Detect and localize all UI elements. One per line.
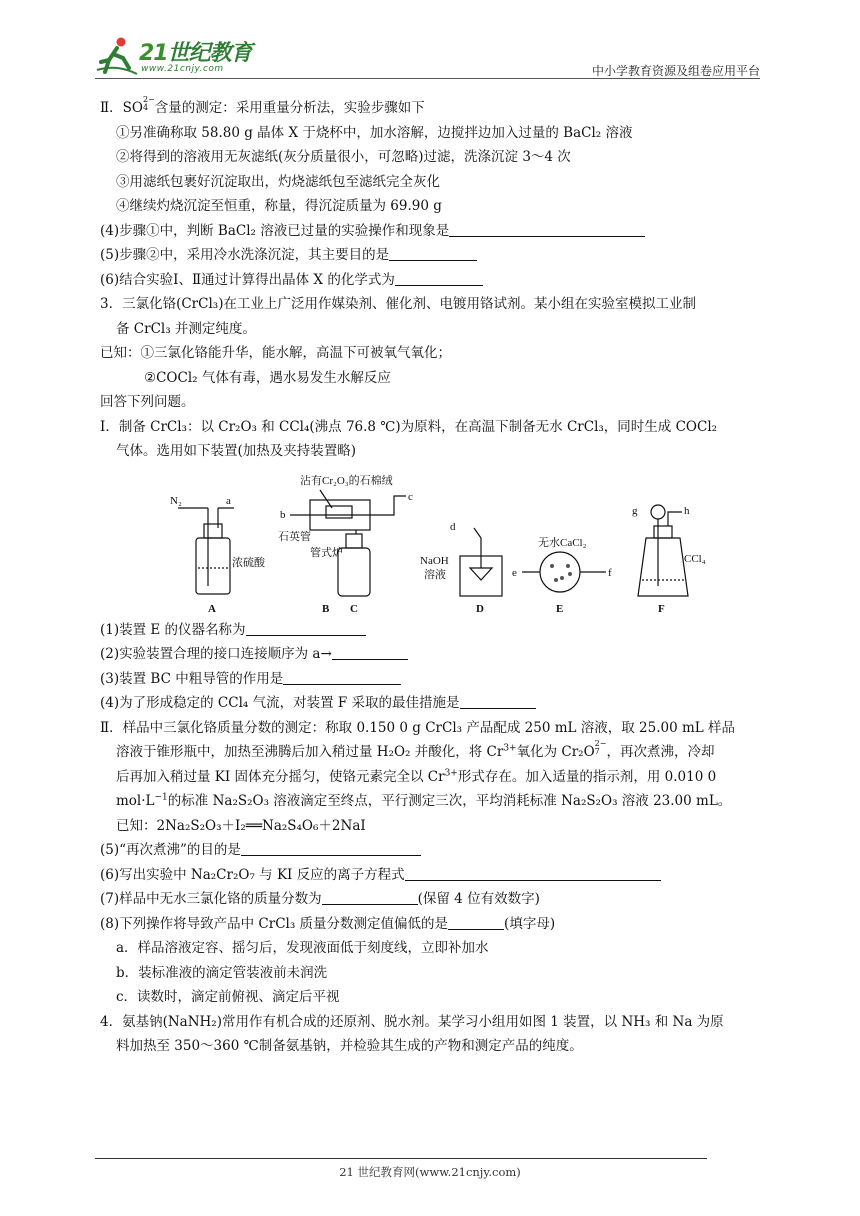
label-B: B <box>322 602 330 615</box>
known-2: ②COCl₂ 气体有毒，遇水易发生水解反应 <box>144 369 391 386</box>
label-n2: N₂ <box>170 494 182 507</box>
label-e: e <box>512 566 517 579</box>
question-2: (2)实验装置合理的接口连接顺序为 a→ <box>100 642 770 667</box>
problem-4-intro: 4．氨基钠(NaNH₂)常用作有机合成的还原剂、脱水剂。某学习小组用如图 1 装置，以 NH₃ 和 Na 为原 <box>100 1013 724 1030</box>
label-a: a <box>226 494 231 507</box>
step-3: ③用滤纸包裹好沉淀取出，灼烧滤纸包至滤纸完全灰化 <box>116 173 440 190</box>
part-2-p3: 后再加入稍过量 KI 固体充分摇匀，使铬元素完全以 $Cr^{3+}$形式存在。加入适量的指示剂，用 0.010 0 <box>116 768 717 785</box>
answer-blank[interactable] <box>246 621 366 636</box>
known-1: 已知：①三氯化铬能升华，能水解，高温下可被氧气氧化； <box>100 345 451 361</box>
label-asbestos: 沾有Cr₂O₃的石棉绒 <box>300 474 393 487</box>
page-footer[interactable]: 21 世纪教育网(www.21cnjy.com) <box>339 1165 521 1179</box>
question-5: (5)步骤②中，采用冷水洗涤沉淀，其主要目的是 <box>100 243 770 268</box>
label-quartz: 石英管 <box>278 530 311 543</box>
answer-blank[interactable] <box>395 271 483 286</box>
step-1: ①另准确称取 58.80 g 晶体 X 于烧杯中，加水溶解，边搅拌边加入过量的 BaCl₂ 溶液 <box>116 124 633 141</box>
document-body <box>100 96 770 1059</box>
answer-blank[interactable] <box>460 694 536 709</box>
question-7: (7)样品中无水三氯化铬的质量分数为 (保留 4 位有效数字) <box>100 891 540 907</box>
header-platform-name: 中小学教育资源及组卷应用平台 <box>591 64 760 78</box>
part-2-p5: 已知：2Na₂S₂O₃＋I₂══Na₂S₄O₆＋2NaI <box>116 817 366 834</box>
question-6: (6)结合实验Ⅰ、Ⅱ通过计算得出晶体 X 的化学式为 <box>100 268 770 293</box>
flask-f <box>638 538 688 596</box>
page-header <box>95 30 760 80</box>
question-5b: (5)“再次煮沸”的目的是 <box>100 838 770 863</box>
question-3: (3)装置 BC 中粗导管的作用是 <box>100 667 770 692</box>
label-naoh: NaOH <box>420 554 449 567</box>
answer-blank[interactable] <box>449 222 645 237</box>
header-divider <box>95 78 760 79</box>
label-furnace: 管式炉 <box>310 546 343 559</box>
answer-blank[interactable] <box>389 246 477 261</box>
label-acid: 浓硫酸 <box>232 556 265 569</box>
answer-prompt: 回答下列问题。 <box>100 394 195 410</box>
label-g: g <box>632 504 638 517</box>
question-8: (8)下列操作将导致产品中 CrCl₃ 质量分数测定值偏低的是 (填字母) <box>100 915 556 932</box>
label-b: b <box>280 508 286 521</box>
part-1-title-cont: 气体。选用如下装置(加热及夹持装置略) <box>116 443 357 459</box>
part-2-p2: 溶液于锥形瓶中，加热至沸腾后加入稍过量 H₂O₂ 并酸化，将 $Cr^{3+}$氧化为 Cr₂O2− 7 ，再次煮沸，冷却 <box>116 739 715 760</box>
logo-url: www.21cnjy.com <box>141 64 224 74</box>
runner-icon <box>95 34 139 78</box>
answer-blank[interactable] <box>322 890 418 905</box>
problem-3-intro-cont: 备 CrCl₃ 并测定纯度。 <box>116 320 256 337</box>
part-1-title: Ⅰ．制备 CrCl₃：以 Cr₂O₃ 和 CCl₄(沸点 76.8 ℃)为原料，在高温下制备无水 CrCl₃，同时生成 COCl₂ <box>100 418 718 435</box>
footer-divider <box>95 1158 707 1159</box>
answer-blank[interactable] <box>448 915 504 930</box>
site-logo[interactable] <box>95 34 265 78</box>
label-C: C <box>350 602 358 615</box>
step-4: ④继续灼烧沉淀至恒重，称量，得沉淀质量为 69.90 g <box>116 198 442 214</box>
section-title-so4: Ⅱ．SO2− 4 含量的测定：采用重量分析法，实验步骤如下 <box>100 95 425 116</box>
answer-blank[interactable] <box>283 670 401 685</box>
option-b: b．装标准液的滴定管装液前未润洗 <box>116 964 328 981</box>
answer-blank[interactable] <box>405 866 661 881</box>
label-F: F <box>658 602 665 615</box>
label-naoh-sol: 溶液 <box>424 568 446 581</box>
label-h: h <box>684 504 690 517</box>
apparatus-diagram <box>160 468 720 616</box>
label-E: E <box>556 602 564 615</box>
problem-4-intro-cont: 料加热至 350～360 ℃制备氨基钠，并检验其生成的产物和测定产品的纯度。 <box>116 1038 583 1054</box>
bottle-a-stopper <box>204 524 222 538</box>
question-6b: (6)写出实验中 Na₂Cr₂O₇ 与 KI 反应的离子方程式 <box>100 863 770 888</box>
label-ccl4: CCl₄ <box>684 552 706 565</box>
question-1: (1)装置 E 的仪器名称为 <box>100 618 770 643</box>
answer-blank[interactable] <box>332 645 408 660</box>
part-2-p4: $mol\cdot L^{-1}$的标准 Na₂S₂O₃ 溶液滴定至终点，平行测定三次，平均消耗标准 Na₂S₂O₃ 溶液 23.00 mL。 <box>116 792 732 809</box>
logo-text: 21世纪教育 <box>139 41 252 66</box>
answer-blank[interactable] <box>241 841 421 856</box>
option-a: a．样品溶液定容、摇匀后，发现液面低于刻度线，立即补加水 <box>116 940 489 956</box>
part-2-p1: Ⅱ．样品中三氯化铬质量分数的测定：称取 0.150 0 g CrCl₃ 产品配成 250 mL 溶液，取 25.00 mL 样品 <box>100 719 736 736</box>
label-d: d <box>450 520 456 533</box>
apparatus-figure <box>160 468 720 616</box>
label-D: D <box>476 602 484 615</box>
label-A: A <box>208 602 216 615</box>
label-f: f <box>608 566 612 579</box>
label-c: c <box>408 490 413 503</box>
problem-3-intro: 3．三氯化铬(CrCl₃)在工业上广泛用作媒染剂、催化剂、电镀用铬试剂。某小组在实验室模拟工业制 <box>100 296 696 312</box>
question-4b: (4)为了形成稳定的 CCl₄ 气流，对装置 F 采取的最佳措施是 <box>100 691 770 716</box>
option-c: c．读数时，滴定前俯视、滴定后平视 <box>116 989 340 1005</box>
bottle-a <box>196 538 230 594</box>
question-4: (4)步骤①中，判断 BaCl₂ 溶液已过量的实验操作和现象是 <box>100 219 770 244</box>
step-2: ②将得到的溶液用无灰滤纸(灰分质量很小，可忽略)过滤，洗涤沉淀 3～4 次 <box>116 149 571 165</box>
label-cacl2: 无水CaCl₂ <box>538 536 587 549</box>
